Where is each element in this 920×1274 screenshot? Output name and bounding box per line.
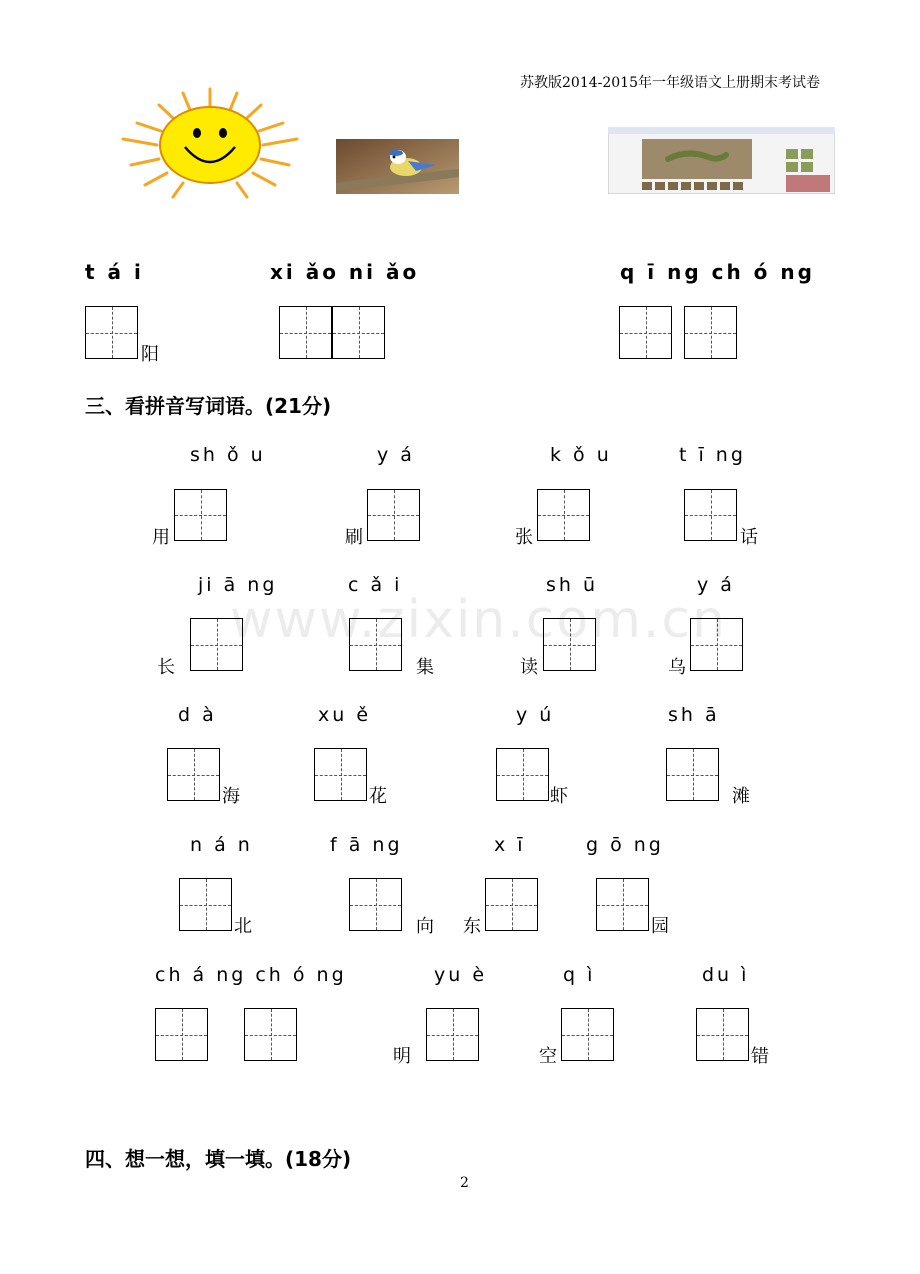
writing-box[interactable] <box>155 1008 208 1061</box>
row1-item1-pinyin: sh ǒ u <box>190 444 266 466</box>
row3-item3-suffix: 虾 <box>550 786 568 807</box>
writing-box[interactable] <box>619 306 672 359</box>
row5-item1-pinyin: ch á ng ch ó ng <box>155 964 347 986</box>
row2-item1-pinyin: ji ā ng <box>198 574 278 596</box>
top-word-1-suffix: 阳 <box>141 344 159 365</box>
row4-item2-suffix: 向 <box>416 916 434 937</box>
writing-box[interactable] <box>179 878 232 931</box>
row5-item4-pinyin: du ì <box>702 964 750 986</box>
row1-item1-prefix: 用 <box>152 527 170 548</box>
writing-box[interactable] <box>596 878 649 931</box>
row4-item2-pinyin: f ā ng <box>330 834 403 856</box>
writing-box[interactable] <box>314 748 367 801</box>
writing-box[interactable] <box>537 489 590 541</box>
writing-box[interactable] <box>174 489 227 541</box>
row4-item1-pinyin: n á n <box>190 834 253 856</box>
writing-box[interactable] <box>426 1008 479 1061</box>
section4-heading: 四、想一想，填一填。(18分) <box>85 1147 352 1171</box>
row1-item2-pinyin: y á <box>377 444 415 466</box>
row1-item2-prefix: 刷 <box>345 527 363 548</box>
writing-box[interactable] <box>349 878 402 931</box>
row3-item1-suffix: 海 <box>222 786 240 807</box>
row3-item1-pinyin: d à <box>178 704 217 726</box>
row2-item4-prefix: 乌 <box>668 657 686 678</box>
writing-box[interactable] <box>367 489 420 541</box>
writing-box[interactable] <box>279 306 332 359</box>
row3-item3-pinyin: y ú <box>516 704 555 726</box>
row5-item4-suffix: 错 <box>751 1046 769 1067</box>
page-number: 2 <box>460 1175 469 1191</box>
top-word-3-pinyin: q ī ng ch ó ng <box>620 260 815 284</box>
writing-box[interactable] <box>244 1008 297 1061</box>
watermark: www.zixin.com.cn <box>230 590 727 650</box>
row2-item1-prefix: 长 <box>157 657 175 678</box>
section3-heading: 三、看拼音写词语。(21分) <box>85 394 332 418</box>
row3-item4-suffix: 滩 <box>732 786 750 807</box>
writing-box[interactable] <box>561 1008 614 1061</box>
row1-item3-prefix: 张 <box>515 527 533 548</box>
row4-item4-suffix: 园 <box>651 916 669 937</box>
row5-item3-pinyin: q ì <box>563 964 596 986</box>
row3-item2-pinyin: xu ě <box>318 704 372 726</box>
row2-item3-prefix: 读 <box>520 657 538 678</box>
writing-box[interactable] <box>496 748 549 801</box>
writing-box[interactable] <box>485 878 538 931</box>
writing-box[interactable] <box>684 489 737 541</box>
bird-photo <box>336 139 459 194</box>
row5-item2-prefix: 明 <box>393 1046 411 1067</box>
page-header: 苏教版2014-2015年一年级语文上册期末考试卷 <box>520 75 820 91</box>
row5-item2-pinyin: yu è <box>434 964 488 986</box>
writing-box[interactable] <box>332 306 385 359</box>
row3-item4-pinyin: sh ā <box>668 704 720 726</box>
top-word-1-pinyin: t á i <box>85 260 144 284</box>
row4-item4-pinyin: g ō ng <box>586 834 664 856</box>
row2-item2-suffix: 集 <box>416 657 434 678</box>
row3-item2-suffix: 花 <box>369 786 387 807</box>
row4-item1-suffix: 北 <box>234 916 252 937</box>
writing-box[interactable] <box>696 1008 749 1061</box>
row1-item3-pinyin: k ǒ u <box>550 444 612 466</box>
row2-item2-pinyin: c ǎ i <box>348 574 403 596</box>
caterpillar-screenshot <box>608 127 835 194</box>
row1-item4-pinyin: t ī ng <box>679 444 746 466</box>
row1-item4-suffix: 话 <box>740 527 758 548</box>
row2-item3-pinyin: sh ū <box>546 574 599 596</box>
writing-box[interactable] <box>666 748 719 801</box>
writing-box[interactable] <box>684 306 737 359</box>
sun-icon <box>115 85 305 200</box>
row4-item3-pinyin: x ī <box>494 834 526 856</box>
writing-box[interactable] <box>167 748 220 801</box>
top-word-2-pinyin: xi ǎo ni ǎo <box>270 260 420 284</box>
row5-item3-prefix: 空 <box>539 1046 557 1067</box>
row4-item3-prefix: 东 <box>463 916 481 937</box>
writing-box[interactable] <box>85 306 138 359</box>
row2-item4-pinyin: y á <box>697 574 735 596</box>
